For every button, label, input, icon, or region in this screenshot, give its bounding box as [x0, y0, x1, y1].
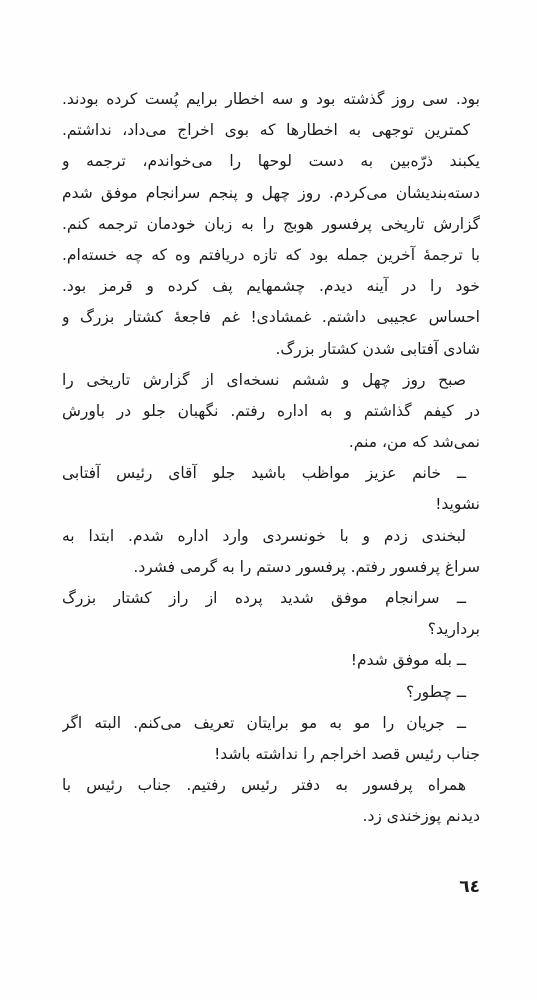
- text-line: نمی‌شد که من، منم.: [348, 433, 480, 452]
- text-line: شادی آفتابی شدن کشتار بزرگ.: [275, 339, 480, 358]
- text-line: لبخندی زدم و با خونسردی وارد اداره شدم. ابتدا به: [62, 526, 466, 545]
- text-line: جناب رئیس قصد اخراجم را نداشته باشد!: [214, 744, 480, 763]
- text-line: همراه پرفسور به دفتر رئیس رفتیم. جناب رئیس با: [62, 776, 466, 795]
- text-line: صبح روز چهل و ششم نسخه‌ای از گزارش تاریخی را: [62, 370, 466, 389]
- page-body-text: [62, 84, 480, 833]
- text-line: دسته‌بندیشان می‌کردم. روز چهل و پنجم سرانجام موفق شدم: [62, 183, 480, 202]
- text-line: ــ چطور؟: [405, 682, 466, 701]
- text-line: ــ بله موفق شدم!: [350, 651, 466, 670]
- text-line: دیدنم پوزخندی زد.: [362, 807, 480, 826]
- text-line: در کیفم گذاشتم و به اداره رفتم. نگهبان جلو در باورش: [62, 401, 480, 420]
- text-line: با ترجمهٔ آخرین جمله بود که تازه دریافتم وه که چه خسته‌ام.: [62, 245, 480, 264]
- text-line: ــ خانم عزیز مواظب باشید جلو آقای رئیس آفتابی: [62, 464, 466, 483]
- page-number: ٦٤: [459, 877, 480, 897]
- text-line: یکبند ذرّه‌بین به دست لوحها را می‌خواندم، ترجمه و: [62, 152, 480, 171]
- text-line: کمترین توجهی به اخطارها که بوی اخراج می‌داد، نداشتم.: [62, 121, 470, 140]
- text-line: نشوید!: [435, 495, 480, 514]
- text-line: ــ سرانجام موفق شدید پرده از راز کشتار بزرگ: [62, 589, 466, 607]
- text-line: بود. سی روز گذشته بود و سه اخطار برایم پُست کرده بودند.: [62, 90, 480, 108]
- text-line: گزارش تاریخی پرفسور هوبج را به زبان خودمان ترجمه کنم.: [62, 214, 480, 233]
- text-line: احساس عجیبی داشتم. غمشادی! غم فاجعهٔ کشتار بزرگ و: [62, 308, 480, 327]
- text-line: سراغ پرفسور رفتم. پرفسور دستم را به گرمی فشرد.: [133, 557, 480, 576]
- text-line: خود را در آینه دیدم. چشمهایم پف کرده و قرمز بود.: [62, 277, 480, 296]
- text-line: بردارید؟: [427, 620, 480, 639]
- text-line: ــ جریان را مو به مو برایتان تعریف می‌کنم. البته اگر: [62, 713, 466, 732]
